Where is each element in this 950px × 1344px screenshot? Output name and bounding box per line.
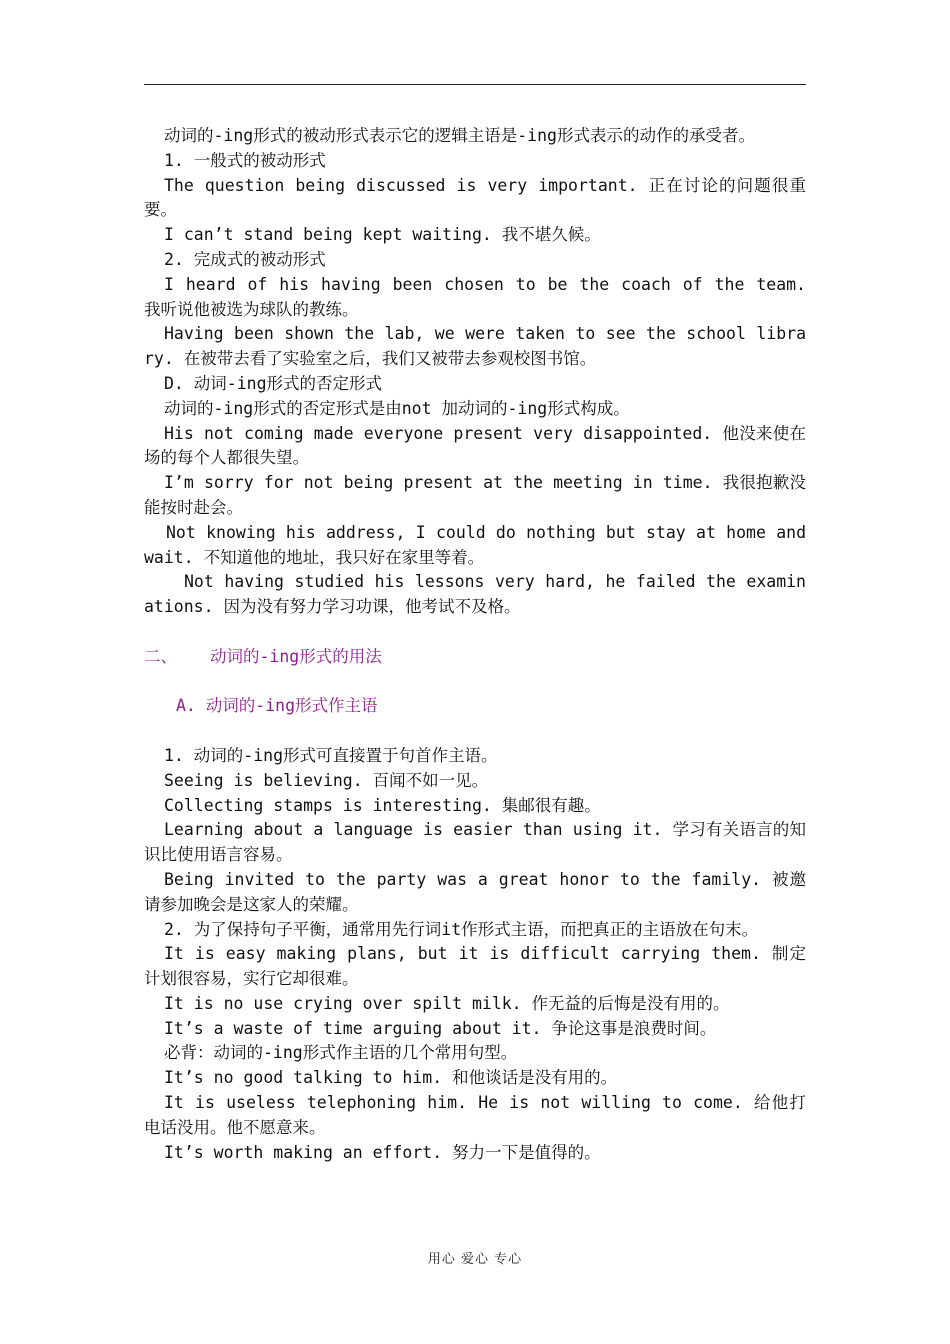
paragraph: Seeing is believing. 百闻不如一见。 [164, 770, 489, 790]
header-rule [144, 84, 806, 85]
paragraph: Learning about a language is easier than using it. 学习有关语言的知识比使用语言容易。 [144, 820, 806, 865]
paragraph: D. 动词-ing形式的否定形式 [164, 373, 383, 393]
paragraph: 1. 一般式的被动形式 [164, 150, 326, 170]
subsection-heading: A. 动词的-ing形式作主语 [176, 696, 378, 716]
paragraph: It’s worth making an effort. 努力一下是值得的。 [164, 1142, 601, 1162]
paragraph: Collecting stamps is interesting. 集邮很有趣。 [164, 795, 601, 815]
paragraph: Being invited to the party was a great honor to the family. 被邀请参加晚会是这家人的荣耀。 [144, 869, 806, 914]
paragraph: 动词的-ing形式的否定形式是由not 加动词的-ing形式构成。 [164, 398, 630, 418]
paragraph: It is no use crying over spilt milk. 作无益的后悔是没有用的。 [164, 993, 730, 1013]
paragraph: I can’t stand being kept waiting. 我不堪久候。 [164, 225, 601, 245]
section-heading [144, 645, 806, 670]
paragraph: Not having studied his lessons very hard, he failed the examinations. 因为没有努力学习功课，他考试不及格。 [144, 572, 806, 617]
paragraph: 动词的-ing形式的被动形式表示它的逻辑主语是-ing形式表示的动作的承受者。 [164, 126, 755, 145]
paragraph: 1. 动词的-ing形式可直接置于句首作主语。 [164, 745, 498, 765]
paragraph: 2. 完成式的被动形式 [164, 249, 326, 269]
paragraph: 2. 为了保持句子平衡，通常用先行词it作形式主语，而把真正的主语放在句末。 [164, 919, 759, 939]
paragraph: Not knowing his address, I could do nothing but stay at home and wait. 不知道他的地址，我只好在家里等着。 [144, 522, 806, 567]
paragraph: 必背：动词的-ing形式作主语的几个常用句型。 [164, 1043, 518, 1063]
paragraph: It is easy making plans, but it is difficult carrying them. 制定计划很容易，实行它却很难。 [144, 944, 806, 989]
paragraph: His not coming made everyone present very disappointed. 他没来使在场的每个人都很失望。 [144, 423, 806, 468]
paragraph: It’s a waste of time arguing about it. 争论这事是浪费时间。 [164, 1018, 717, 1038]
paragraph: It’s no good talking to him. 和他谈话是没有用的。 [164, 1068, 618, 1088]
page-footer: 用心 爱心 专心 [427, 1252, 523, 1267]
paragraph: It is useless telephoning him. He is not willing to come. 给他打电话没用。他不愿意来。 [144, 1093, 806, 1137]
document-body [144, 124, 806, 1165]
section-number: 二、 [144, 646, 177, 666]
paragraph: The question being discussed is very important. 正在讨论的问题很重要。 [144, 175, 806, 220]
paragraph: I heard of his having been chosen to be the coach of the team. 我听说他被选为球队的教练。 [144, 274, 806, 319]
section-title: 动词的-ing形式的用法 [210, 646, 382, 666]
paragraph: Having been shown the lab, we were taken to see the school library. 在被带去看了实验室之后，我们又被带去参观校图书馆。 [144, 324, 806, 369]
paragraph: I’m sorry for not being present at the meeting in time. 我很抱歉没能按时赴会。 [144, 473, 806, 517]
